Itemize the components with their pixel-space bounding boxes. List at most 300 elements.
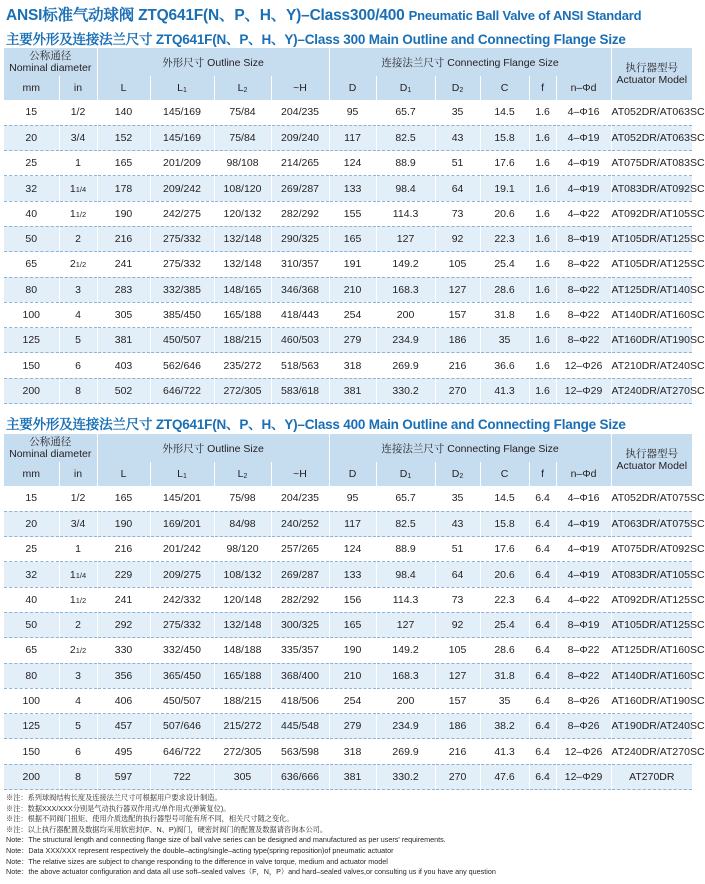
cell-act: AT240DR/AT270SC: [611, 739, 692, 764]
cell-f: 6.4: [529, 688, 556, 713]
cell-d1: 330.2: [376, 764, 435, 789]
cell-d: 165: [329, 226, 376, 251]
cell-l2: 305: [214, 764, 271, 789]
cell-in: 4: [59, 688, 97, 713]
cell-l2: 148/165: [214, 277, 271, 302]
cell-d: 190: [329, 638, 376, 663]
cell-l2: 272/305: [214, 739, 271, 764]
cell-h: 460/503: [271, 328, 329, 353]
cell-nd: 12–Φ26: [556, 353, 611, 378]
cell-nd: 4–Φ19: [556, 511, 611, 536]
cell-act: AT270DR: [611, 764, 692, 789]
cell-act: AT105DR/AT125SC: [611, 252, 692, 277]
cell-d1: 82.5: [376, 125, 435, 150]
cell-nd: 12–Φ29: [556, 764, 611, 789]
cell-f: 1.6: [529, 100, 556, 125]
col-mm: mm: [4, 462, 59, 486]
note-line: Note：The structural length and connecting flange size of ball valve series can be designed and manufactured as per users' requirements.: [6, 835, 446, 845]
cell-f: 6.4: [529, 638, 556, 663]
cell-l2: 188/215: [214, 688, 271, 713]
cell-mm: 50: [4, 226, 59, 251]
cell-in: 8: [59, 378, 97, 403]
cell-h: 214/265: [271, 151, 329, 176]
table-body-class300: [4, 100, 705, 404]
cell-h: 346/368: [271, 277, 329, 302]
cell-d1: 82.5: [376, 511, 435, 536]
col-mm: mm: [4, 76, 59, 100]
cell-h: 257/265: [271, 537, 329, 562]
cell-mm: 200: [4, 764, 59, 789]
table-row: [4, 663, 692, 688]
cell-f: 1.6: [529, 277, 556, 302]
cell-h: 300/325: [271, 612, 329, 637]
cell-d: 124: [329, 537, 376, 562]
cell-l: 241: [97, 252, 150, 277]
cell-h: 204/235: [271, 100, 329, 125]
cell-h: 518/563: [271, 353, 329, 378]
cell-d2: 73: [435, 201, 480, 226]
col-f: f: [529, 462, 556, 486]
cell-l: 403: [97, 353, 150, 378]
cell-d1: 200: [376, 302, 435, 327]
cell-h: 269/287: [271, 176, 329, 201]
cell-l2: 188/215: [214, 328, 271, 353]
table-row: [4, 302, 692, 327]
table-row: [4, 714, 692, 739]
cell-mm: 15: [4, 486, 59, 511]
cell-mm: 25: [4, 537, 59, 562]
cell-c: 19.1: [480, 176, 529, 201]
col-D2: D2: [435, 76, 480, 100]
cell-c: 14.5: [480, 486, 529, 511]
cell-l: 140: [97, 100, 150, 125]
cell-d: 165: [329, 612, 376, 637]
cell-d2: 92: [435, 226, 480, 251]
cell-d1: 269.9: [376, 739, 435, 764]
cell-nd: 4–Φ19: [556, 125, 611, 150]
cell-mm: 40: [4, 201, 59, 226]
cell-d: 133: [329, 562, 376, 587]
note-line: Note：The relative sizes are subject to change responding to the difference in valve torque, medium and actuator model: [6, 856, 388, 866]
cell-d1: 114.3: [376, 587, 435, 612]
nominal-diameter-header: 公称通径 Nominal diameter: [4, 434, 97, 462]
cell-l1: 145/169: [150, 100, 214, 125]
cell-d2: 216: [435, 353, 480, 378]
cell-d: 254: [329, 302, 376, 327]
note-line: ※注：数据XXX/XXX分别是气动执行器双作用式/单作用式(弹簧复位)。: [6, 803, 231, 813]
cell-d2: 64: [435, 176, 480, 201]
col-nd: n–Φd: [556, 462, 611, 486]
cell-mm: 20: [4, 125, 59, 150]
cell-act: AT140DR/AT160SC: [611, 663, 692, 688]
cell-d2: 186: [435, 328, 480, 353]
cell-f: 1.6: [529, 176, 556, 201]
actuator-model-header: 执行器型号 Actuator Model: [611, 48, 692, 100]
page-title-cn: ANSI标准气动球阀 ZTQ641F(N、P、H、Y)–Class300/400: [6, 7, 405, 24]
table-body-class400: [4, 486, 705, 790]
cell-mm: 125: [4, 328, 59, 353]
cell-mm: 80: [4, 663, 59, 688]
cell-d2: 127: [435, 277, 480, 302]
cell-d2: 92: [435, 612, 480, 637]
cell-c: 22.3: [480, 587, 529, 612]
cell-d2: 157: [435, 688, 480, 713]
col-D: D: [329, 76, 376, 100]
cell-l: 597: [97, 764, 150, 789]
table-row: [4, 100, 692, 125]
cell-nd: 4–Φ16: [556, 100, 611, 125]
cell-nd: 12–Φ26: [556, 739, 611, 764]
cell-h: 282/292: [271, 201, 329, 226]
cell-f: 6.4: [529, 612, 556, 637]
cell-d: 95: [329, 100, 376, 125]
cell-d2: 216: [435, 739, 480, 764]
cell-h: 269/287: [271, 562, 329, 587]
col-L: L: [97, 76, 150, 100]
table-row: [4, 151, 692, 176]
cell-mm: 200: [4, 378, 59, 403]
cell-l: 165: [97, 151, 150, 176]
col-L1: L1: [150, 76, 214, 100]
cell-act: AT092DR/AT125SC: [611, 587, 692, 612]
cell-h: 240/252: [271, 511, 329, 536]
cell-nd: 8–Φ22: [556, 302, 611, 327]
spec-table-class400: [4, 434, 705, 790]
cell-d1: 114.3: [376, 201, 435, 226]
actuator-model-header: 执行器型号 Actuator Model: [611, 434, 692, 486]
table-row: [4, 201, 692, 226]
table-row: [4, 252, 692, 277]
table-row: [4, 511, 692, 536]
table-row: [4, 764, 692, 789]
cell-d2: 105: [435, 638, 480, 663]
cell-d: 210: [329, 663, 376, 688]
table-row: [4, 125, 692, 150]
cell-in: 11/4: [59, 176, 97, 201]
cell-f: 1.6: [529, 226, 556, 251]
cell-f: 1.6: [529, 151, 556, 176]
table-row: [4, 353, 692, 378]
col-f: f: [529, 76, 556, 100]
cell-c: 20.6: [480, 201, 529, 226]
cell-c: 36.6: [480, 353, 529, 378]
cell-mm: 32: [4, 562, 59, 587]
cell-d2: 73: [435, 587, 480, 612]
cell-c: 25.4: [480, 252, 529, 277]
table-row: [4, 562, 692, 587]
cell-mm: 65: [4, 638, 59, 663]
cell-f: 6.4: [529, 764, 556, 789]
cell-f: 1.6: [529, 302, 556, 327]
table-row: [4, 277, 692, 302]
page-title: [6, 3, 696, 25]
cell-act: AT063DR/AT075SC: [611, 511, 692, 536]
cell-in: 11/2: [59, 201, 97, 226]
cell-l1: 209/242: [150, 176, 214, 201]
cell-l: 502: [97, 378, 150, 403]
cell-d1: 88.9: [376, 537, 435, 562]
cell-d1: 127: [376, 226, 435, 251]
cell-act: AT105DR/AT125SC: [611, 226, 692, 251]
cell-d1: 65.7: [376, 486, 435, 511]
cell-act: AT075DR/AT083SC: [611, 151, 692, 176]
cell-l2: 148/188: [214, 638, 271, 663]
cell-l: 381: [97, 328, 150, 353]
cell-c: 47.6: [480, 764, 529, 789]
cell-l1: 201/242: [150, 537, 214, 562]
note-line: ※注：以上执行器配置及数据均采用软密封(F、N、P)阀门，硬密封阀门的配置及数据请咨询本公司。: [6, 824, 328, 834]
cell-in: 3/4: [59, 511, 97, 536]
table-row: [4, 612, 692, 637]
cell-l1: 275/332: [150, 226, 214, 251]
col-in: in: [59, 76, 97, 100]
section-title-class400: 主要外形及连接法兰尺寸 ZTQ641F(N、P、H、Y)–Class 400 Main Outline and Connecting Flange Size: [6, 417, 626, 432]
cell-d: 95: [329, 486, 376, 511]
cell-nd: 4–Φ19: [556, 176, 611, 201]
cell-l1: 562/646: [150, 353, 214, 378]
cell-act: AT125DR/AT160SC: [611, 638, 692, 663]
cell-f: 6.4: [529, 663, 556, 688]
cell-nd: 8–Φ22: [556, 663, 611, 688]
cell-f: 1.6: [529, 201, 556, 226]
table-row: [4, 537, 692, 562]
cell-l1: 646/722: [150, 378, 214, 403]
cell-c: 25.4: [480, 612, 529, 637]
cell-nd: 8–Φ19: [556, 612, 611, 637]
cell-d: 124: [329, 151, 376, 176]
cell-c: 15.8: [480, 511, 529, 536]
cell-d: 381: [329, 764, 376, 789]
cell-l1: 646/722: [150, 739, 214, 764]
cell-d1: 65.7: [376, 100, 435, 125]
cell-d2: 51: [435, 151, 480, 176]
cell-f: 1.6: [529, 378, 556, 403]
cell-in: 3: [59, 663, 97, 688]
cell-in: 11/2: [59, 587, 97, 612]
note-line: ※注：根据不同阀门扭矩、使用介质选配的执行器型号可能有所不同，相关尺寸随之变化。: [6, 814, 294, 824]
cell-in: 4: [59, 302, 97, 327]
cell-nd: 8–Φ22: [556, 638, 611, 663]
cell-d1: 168.3: [376, 663, 435, 688]
cell-h: 209/240: [271, 125, 329, 150]
cell-f: 1.6: [529, 125, 556, 150]
cell-mm: 150: [4, 353, 59, 378]
cell-l1: 169/201: [150, 511, 214, 536]
flange-size-header: 连接法兰尺寸 Connecting Flange Size: [329, 48, 611, 76]
cell-c: 20.6: [480, 562, 529, 587]
table-row: [4, 176, 692, 201]
cell-f: 6.4: [529, 714, 556, 739]
cell-c: 15.8: [480, 125, 529, 150]
cell-d2: 43: [435, 125, 480, 150]
cell-l: 229: [97, 562, 150, 587]
cell-f: 6.4: [529, 562, 556, 587]
cell-nd: 8–Φ22: [556, 328, 611, 353]
cell-in: 21/2: [59, 638, 97, 663]
section-title-class300: 主要外形及连接法兰尺寸 ZTQ641F(N、P、H、Y)–Class 300 Main Outline and Connecting Flange Size: [6, 32, 626, 47]
cell-act: AT125DR/AT140SC: [611, 277, 692, 302]
table-row: [4, 739, 692, 764]
cell-d1: 88.9: [376, 151, 435, 176]
cell-f: 6.4: [529, 587, 556, 612]
cell-f: 6.4: [529, 511, 556, 536]
cell-mm: 15: [4, 100, 59, 125]
cell-mm: 25: [4, 151, 59, 176]
cell-act: AT092DR/AT105SC: [611, 201, 692, 226]
cell-nd: 8–Φ19: [556, 226, 611, 251]
cell-in: 6: [59, 739, 97, 764]
cell-c: 41.3: [480, 739, 529, 764]
table-row: [4, 486, 692, 511]
cell-in: 1/2: [59, 100, 97, 125]
cell-act: AT105DR/AT125SC: [611, 612, 692, 637]
cell-l: 495: [97, 739, 150, 764]
cell-h: 445/548: [271, 714, 329, 739]
table-row: [4, 226, 692, 251]
cell-l2: 272/305: [214, 378, 271, 403]
outline-size-header: 外形尺寸 Outline Size: [97, 434, 329, 462]
cell-l: 165: [97, 486, 150, 511]
cell-l2: 132/148: [214, 252, 271, 277]
cell-c: 35: [480, 688, 529, 713]
cell-d: 133: [329, 176, 376, 201]
cell-d: 254: [329, 688, 376, 713]
cell-l2: 215/272: [214, 714, 271, 739]
cell-l: 305: [97, 302, 150, 327]
cell-mm: 40: [4, 587, 59, 612]
cell-in: 3: [59, 277, 97, 302]
cell-d: 381: [329, 378, 376, 403]
cell-h: 636/666: [271, 764, 329, 789]
cell-l: 457: [97, 714, 150, 739]
cell-in: 1/2: [59, 486, 97, 511]
cell-d: 279: [329, 328, 376, 353]
cell-mm: 100: [4, 302, 59, 327]
cell-l1: 242/275: [150, 201, 214, 226]
cell-in: 6: [59, 353, 97, 378]
table-row: [4, 638, 692, 663]
cell-nd: 4–Φ19: [556, 151, 611, 176]
cell-d2: 270: [435, 378, 480, 403]
cell-l: 292: [97, 612, 150, 637]
cell-in: 21/2: [59, 252, 97, 277]
outline-size-header: 外形尺寸 Outline Size: [97, 48, 329, 76]
cell-d: 210: [329, 277, 376, 302]
col-H: ~H: [271, 76, 329, 100]
table-row: [4, 328, 692, 353]
cell-act: AT075DR/AT092SC: [611, 537, 692, 562]
cell-nd: 8–Φ26: [556, 688, 611, 713]
cell-nd: 8–Φ22: [556, 277, 611, 302]
table-row: [4, 688, 692, 713]
cell-act: AT190DR/AT240SC: [611, 714, 692, 739]
cell-l: 178: [97, 176, 150, 201]
cell-l1: 209/275: [150, 562, 214, 587]
cell-l: 216: [97, 537, 150, 562]
cell-mm: 65: [4, 252, 59, 277]
cell-act: AT160DR/AT190SC: [611, 688, 692, 713]
cell-l: 406: [97, 688, 150, 713]
cell-mm: 80: [4, 277, 59, 302]
cell-l: 356: [97, 663, 150, 688]
cell-mm: 100: [4, 688, 59, 713]
cell-act: AT083DR/AT105SC: [611, 562, 692, 587]
cell-f: 6.4: [529, 486, 556, 511]
cell-l2: 132/148: [214, 612, 271, 637]
cell-l1: 722: [150, 764, 214, 789]
cell-d2: 64: [435, 562, 480, 587]
col-D2: D2: [435, 462, 480, 486]
cell-mm: 32: [4, 176, 59, 201]
table-row: [4, 378, 692, 403]
cell-c: 14.5: [480, 100, 529, 125]
cell-l2: 108/132: [214, 562, 271, 587]
col-D1: D1: [376, 76, 435, 100]
cell-f: 6.4: [529, 537, 556, 562]
cell-in: 1: [59, 151, 97, 176]
cell-d2: 35: [435, 100, 480, 125]
cell-l1: 332/450: [150, 638, 214, 663]
cell-d1: 149.2: [376, 638, 435, 663]
cell-h: 282/292: [271, 587, 329, 612]
cell-l: 241: [97, 587, 150, 612]
cell-d2: 43: [435, 511, 480, 536]
col-in: in: [59, 462, 97, 486]
cell-l1: 385/450: [150, 302, 214, 327]
cell-h: 418/506: [271, 688, 329, 713]
cell-d: 318: [329, 739, 376, 764]
cell-l1: 145/169: [150, 125, 214, 150]
cell-in: 5: [59, 714, 97, 739]
cell-d2: 105: [435, 252, 480, 277]
cell-nd: 4–Φ16: [556, 486, 611, 511]
cell-mm: 125: [4, 714, 59, 739]
spec-table-class300: [4, 48, 705, 404]
cell-f: 6.4: [529, 739, 556, 764]
cell-l1: 201/209: [150, 151, 214, 176]
cell-l2: 108/120: [214, 176, 271, 201]
col-L: L: [97, 462, 150, 486]
cell-d: 318: [329, 353, 376, 378]
table-row: [4, 587, 692, 612]
cell-l2: 165/188: [214, 663, 271, 688]
cell-c: 35: [480, 328, 529, 353]
cell-d: 191: [329, 252, 376, 277]
cell-d2: 127: [435, 663, 480, 688]
cell-d: 155: [329, 201, 376, 226]
col-H: ~H: [271, 462, 329, 486]
cell-d: 156: [329, 587, 376, 612]
cell-d: 117: [329, 125, 376, 150]
col-D: D: [329, 462, 376, 486]
cell-d: 279: [329, 714, 376, 739]
cell-d: 117: [329, 511, 376, 536]
cell-l2: 235/272: [214, 353, 271, 378]
cell-h: 563/598: [271, 739, 329, 764]
cell-mm: 150: [4, 739, 59, 764]
col-C: C: [480, 462, 529, 486]
cell-h: 368/400: [271, 663, 329, 688]
col-L2: L2: [214, 462, 271, 486]
cell-d1: 98.4: [376, 176, 435, 201]
cell-nd: 8–Φ22: [556, 252, 611, 277]
cell-l2: 98/120: [214, 537, 271, 562]
cell-c: 17.6: [480, 151, 529, 176]
cell-h: 204/235: [271, 486, 329, 511]
cell-d2: 186: [435, 714, 480, 739]
cell-nd: 12–Φ29: [556, 378, 611, 403]
cell-in: 11/4: [59, 562, 97, 587]
